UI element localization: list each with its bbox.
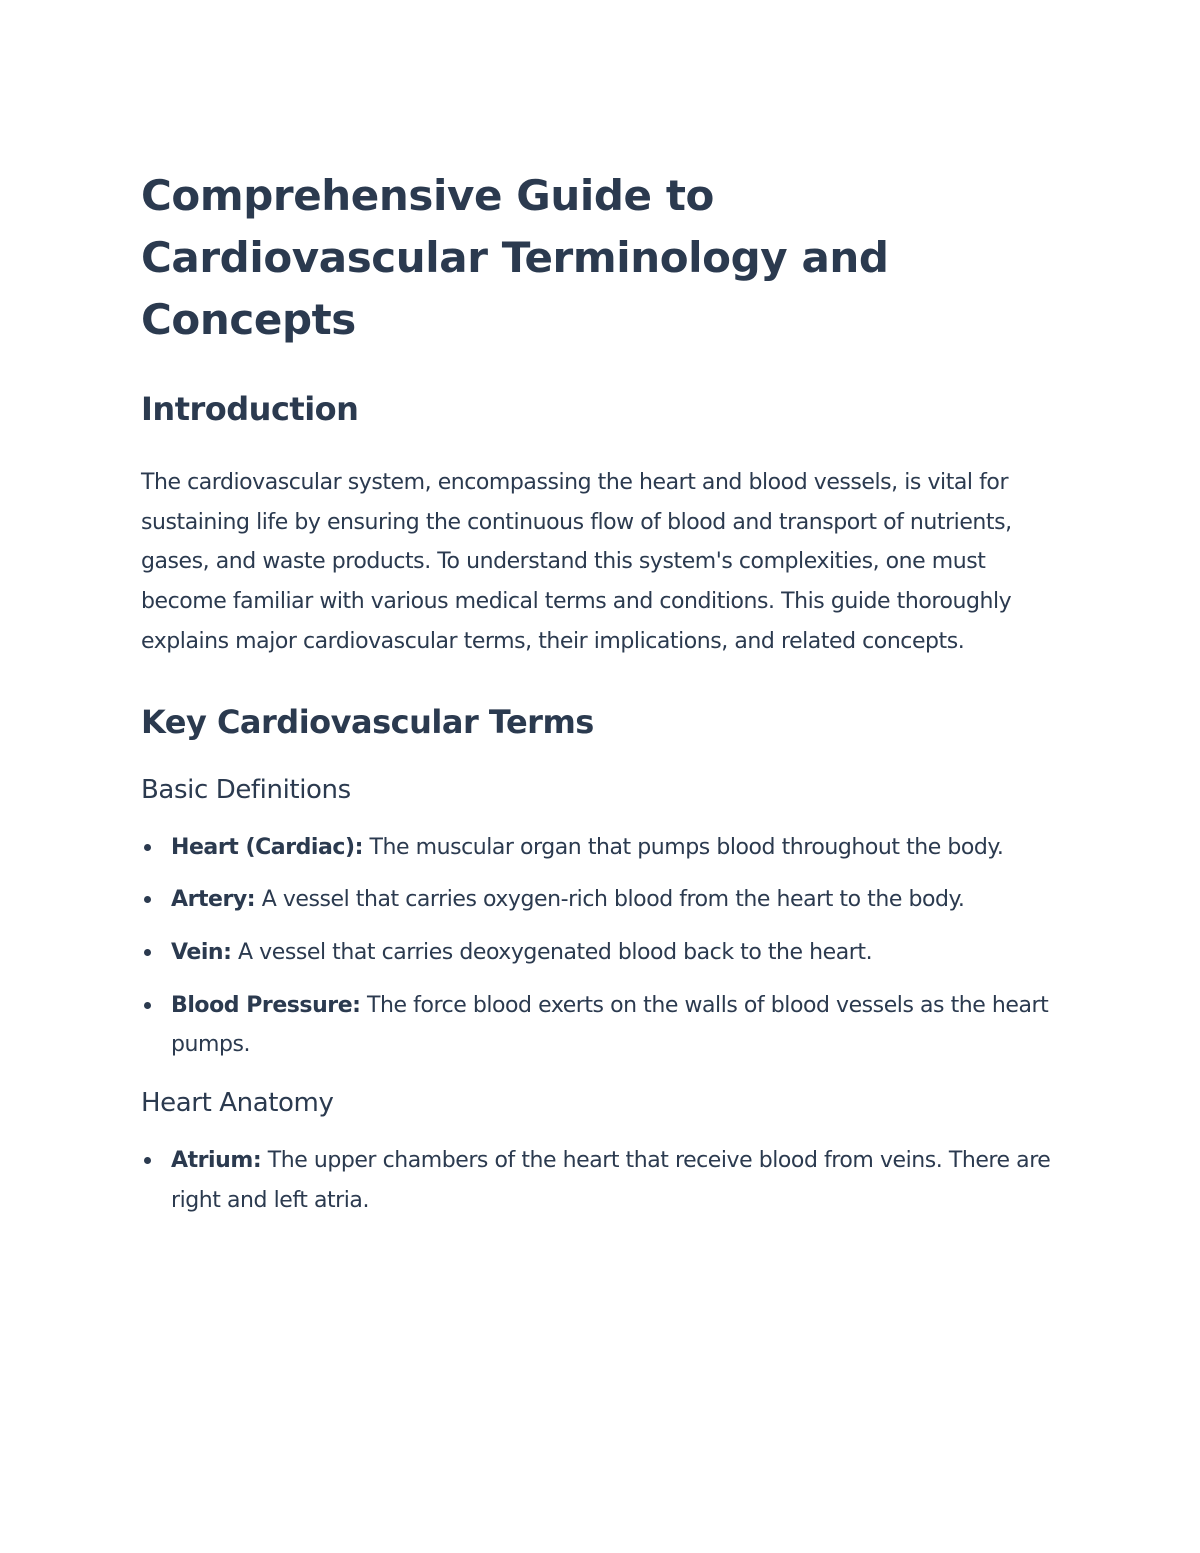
bullet-icon <box>144 896 151 903</box>
term-definition: The muscular organ that pumps blood throughout the body. <box>362 834 1004 860</box>
basic-definitions-heading: Basic Definitions <box>141 774 351 805</box>
bullet-icon <box>144 1157 151 1164</box>
term-label: Artery: <box>171 887 256 913</box>
document-page <box>141 165 1061 1233</box>
heart-anatomy-list <box>141 1141 1061 1220</box>
term-definition: A vessel that carries oxygen-rich blood from the heart to the body. <box>255 887 965 913</box>
heart-anatomy-heading: Heart Anatomy <box>141 1088 334 1119</box>
term-label: Heart (Cardiac): <box>171 834 363 860</box>
list-item <box>141 1141 1061 1220</box>
term-definition: A vessel that carries deoxygenated blood back to the heart. <box>231 939 873 965</box>
bullet-icon <box>144 844 151 851</box>
basic-definitions-list <box>141 828 1061 1066</box>
term-definition: The upper chambers of the heart that receive blood from veins. There are right and left atria. <box>171 1148 1051 1213</box>
term-label: Vein: <box>171 939 232 965</box>
bullet-icon <box>144 1002 151 1009</box>
list-item <box>141 880 1061 920</box>
document-title: Comprehensive Guide to Cardiovascular Terminology and Concepts <box>141 171 889 344</box>
bullet-icon <box>144 949 151 956</box>
term-definition: The force blood exerts on the walls of blood vessels as the heart pumps. <box>171 992 1049 1058</box>
list-item <box>141 828 1061 868</box>
key-terms-heading: Key Cardiovascular Terms <box>141 702 594 741</box>
term-label: Atrium: <box>171 1148 262 1174</box>
list-item <box>141 986 1061 1065</box>
list-item <box>141 933 1061 973</box>
introduction-heading: Introduction <box>141 390 359 428</box>
term-label: Blood Pressure: <box>171 992 361 1018</box>
introduction-paragraph: The cardiovascular system, encompassing the heart and blood vessels, is vital for sustaining life by ensuring the continuous flow of blood and transport of nutrients, gases, and waste products. To understand this system's complexities, one must become familiar with various medical terms and conditions. This guide thoroughly explains major cardiovascular terms, their implications, and related concepts. <box>141 470 1012 654</box>
